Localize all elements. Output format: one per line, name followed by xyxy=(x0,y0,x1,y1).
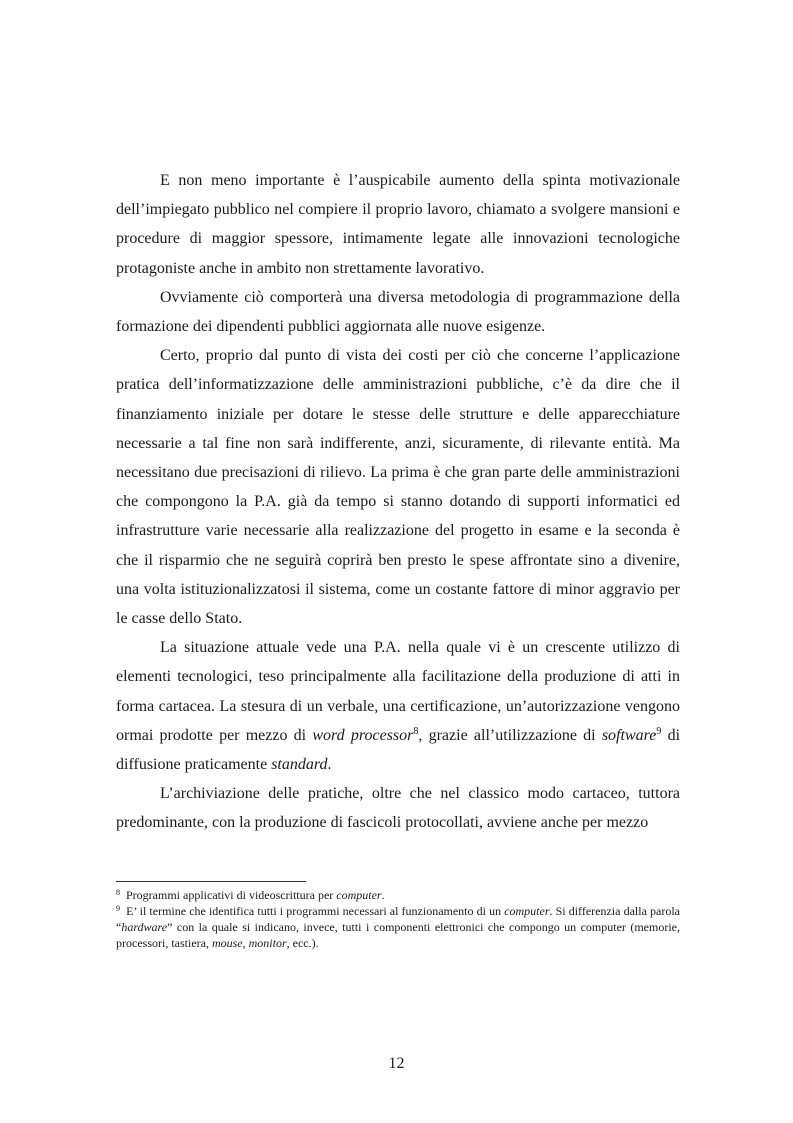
paragraph-text: Ovviamente ciò comporterà una diversa metodologia di programmazione della formazione dei dipendenti pubblici aggiornata alle nuove esigenze. xyxy=(116,288,680,336)
paragraph-text: La situazione attuale vede una P.A. nella quale vi è un crescente utilizzo di elementi tecnologici, teso principalmente alla facilitazione della produzione di atti in forma cartacea. La stesura di un verbale, una certificazione, un’autorizzazione vengono ormai prodotte per mezzo di xyxy=(116,639,680,744)
paragraph-text: E non meno importante è l’auspicabile aumento della spinta motivazionale dell’impiegato pubblico nel compiere il proprio lavoro, chiamato a svolgere mansioni e procedure di maggior spessore, intimamente legate alle innovazioni tecnologiche protagoniste anche in ambito non strettamente lavorativo. xyxy=(116,172,680,277)
footnote-text: , xyxy=(242,936,249,950)
footnotes xyxy=(116,887,680,951)
footnote-italic-term: computer xyxy=(336,888,382,902)
footnote-text: E’ il termine che identifica tutti i programmi necessari al funzionamento di un xyxy=(123,904,505,918)
footnote-text: . Si differenzia dalla parola “ xyxy=(116,904,680,934)
paragraph-text: , grazie all’utilizzazione di xyxy=(418,726,602,744)
paragraph-text: . xyxy=(327,756,332,774)
paragraph-1 xyxy=(116,166,680,283)
footnote-9 xyxy=(116,903,680,951)
paragraph-4 xyxy=(116,633,680,779)
footnote-italic-term: computer xyxy=(504,904,550,918)
footnote-8 xyxy=(116,887,680,903)
paragraph-text: L’archiviazione delle pratiche, oltre che nel classico modo cartaceo, tuttora predominante, con la produzione di fascicoli protocollati, avviene anche per mezzo xyxy=(116,785,680,832)
paragraph-text: di diffusione praticamente xyxy=(116,726,681,774)
footnote-text: Programmi applicativi di videoscrittura per xyxy=(123,888,337,902)
italic-term-standard: standard xyxy=(271,756,328,774)
italic-term-word-processor: word processor xyxy=(312,726,414,744)
footnote-text: . xyxy=(381,888,385,902)
footnote-italic-term: mouse xyxy=(211,936,243,950)
footnote-italic-term: hardware xyxy=(121,920,168,934)
footnote-text: , ecc.). xyxy=(286,936,319,950)
paragraph-5 xyxy=(116,779,680,837)
footnote-text: ” con la quale si indicano, invece, tutti i componenti elettronici che compongo un computer (memorie, processori, tastiera, xyxy=(116,920,680,950)
paragraph-2 xyxy=(116,283,680,341)
footnote-separator xyxy=(116,881,306,882)
body-text xyxy=(116,166,680,838)
footnote-ref-8[interactable]: 8 xyxy=(413,725,419,737)
italic-term-software: software xyxy=(601,726,657,744)
paragraph-3 xyxy=(116,341,680,633)
footnote-italic-term: monitor xyxy=(248,936,287,950)
footnote-number: 9 xyxy=(116,904,120,913)
page-number: 12 xyxy=(388,1055,405,1072)
paragraph-text: Certo, proprio dal punto di vista dei costi per ciò che concerne l’applicazione pratica dell’informatizzazione delle amministrazioni pubbliche, c’è da dire che il finanziamento iniziale per dotare le stesse delle strutture e delle apparecchiature necessarie a tal fine non sarà indifferente, anzi, sicuramente, di rilevante entità. Ma necessitano due precisazioni di rilievo. La prima è che gran parte delle amministrazioni che compongono la P.A. già da tempo si stanno dotando di supporti informatici ed infrastrutture varie necessarie alla realizzazione del progetto in esame e la seconda è che il risparmio che ne seguirà coprirà ben presto le spese affrontate sino a divenire, una volta istituzionalizzatosi il sistema, come un costante fattore di minor aggravio per le casse dello Stato. xyxy=(116,347,680,628)
footnote-number: 8 xyxy=(116,888,120,897)
footnote-ref-9[interactable]: 9 xyxy=(656,725,662,737)
